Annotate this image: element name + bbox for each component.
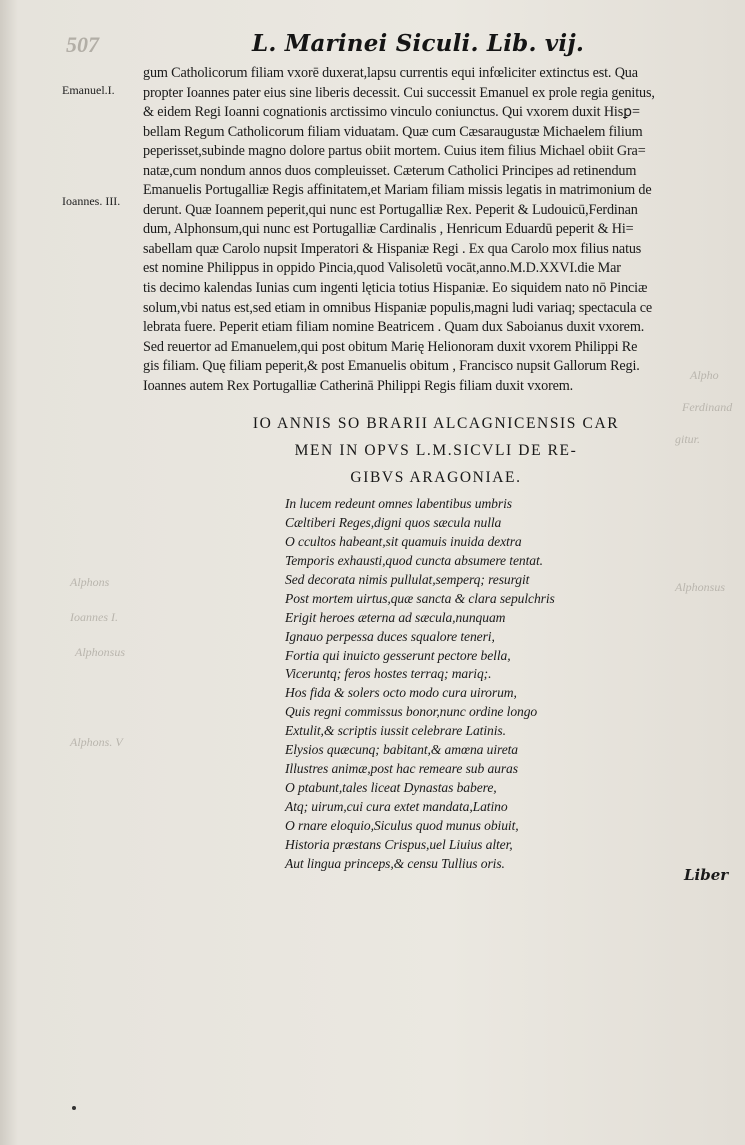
verse-line: Atq; uirum,cui cura extet mandata,Latino xyxy=(285,799,508,814)
show-through-mark: Ioannes I. xyxy=(70,610,118,624)
page-number-ghost: 507 xyxy=(66,32,99,57)
text-line: gum Catholicorum filiam vxorē duxerat,lapsu currentis equi infœliciter extinctus est. Qua xyxy=(143,65,638,81)
text-line: Ioannes autem Rex Portugalliæ Catherinā Philippi Regis filiam duxit vxorem. xyxy=(143,377,574,394)
show-through-mark: Alphonsus xyxy=(75,645,126,659)
text-line: & eidem Regi Ioanni cognationis arctissimo vinculo coniunctus. Qui vxorem duxit Hisꝑ= xyxy=(143,104,640,121)
text-line: gis filiam. Quę filiam peperit,& post Emanuelis obitum , Francisco nupsit Gallorum Regi. xyxy=(143,358,640,375)
text-line: sabellam quæ Carolo nupsit Imperatori & Hispaniæ Regi . Ex qua Carolo mox filius natus xyxy=(143,240,642,257)
prose-text-block xyxy=(143,64,703,396)
show-through-mark: Alphons xyxy=(70,575,110,589)
show-through-mark: Alphons. V xyxy=(70,735,123,749)
text-line: lebrata fuere. Peperit etiam filiam nomine Beatricem . Quam dux Saboianus duxit vxorem. xyxy=(143,319,645,336)
verse-line: Cæltiberi Reges,digni quos sæcula nulla xyxy=(285,514,502,530)
catchword: Liber xyxy=(684,866,729,884)
margin-note-ioannes: Ioannes. III. xyxy=(62,194,121,208)
text-line: est nomine Philippus in oppido Pincia,quod Valisoletū vocāt,anno.M.D.XXVI.die Mar xyxy=(143,260,621,277)
verse-line: O ptabunt,tales liceat Dynastas babere, xyxy=(285,780,497,796)
verse-line: O rnare eloquio,Siculus quod munus obiuit, xyxy=(285,817,519,833)
text-line: peperisset,subinde magno dolore partus obiit mortem. Cuius item filius Michael obiit Gra= xyxy=(143,143,646,160)
show-through-mark: Ferdinand xyxy=(682,400,733,414)
verse-line: Erigit heroes æterna ad sæcula,nunquam xyxy=(285,609,506,625)
text-line: tis decimo kalendas Iunias cum ingenti lęticia totius Hispaniæ. Eo siquidem nato nō Pinciæ xyxy=(143,280,648,297)
ink-speck xyxy=(72,1106,76,1110)
poem-heading-line: MEN IN OPVS L.M.SICVLI DE RE- xyxy=(294,442,578,459)
show-through-mark: gitur. xyxy=(675,432,701,446)
text-line: Emanuelis Portugalliæ Regis affinitatem,et Mariam filiam missis legatis in matrimonium de xyxy=(143,182,652,199)
verse-line: Temporis exhausti,quod cuncta absumere tentat. xyxy=(285,552,543,568)
show-through-mark: Alpho xyxy=(690,368,719,382)
text-line: dum, Alphonsum,qui nunc est Portugalliæ Cardinalis , Henricum Eduardū peperit & Hi= xyxy=(143,221,634,238)
verse-line: Elysios quæcunq; babitant,& amœna uireta xyxy=(285,742,519,758)
text-line: bellam Regum Catholicorum filiam viduatam. Quæ cum Cæsaraugustæ Michaelem filium xyxy=(143,123,643,140)
verse-line: Post mortem uirtus,quæ sancta & clara sepulchris xyxy=(285,590,555,606)
verse-line: Historia præstans Crispus,uel Liuius alter, xyxy=(285,836,513,852)
running-head: L. Marinei Siculi. Lib. vij. xyxy=(252,30,585,57)
verse-line: Quis regni commissus bonor,nunc ordine longo xyxy=(285,704,538,720)
verse-line: Sed decorata nimis pullulat,semperq; resurgit xyxy=(285,571,530,587)
verse-line: Hos fida & solers octo modo cura uirorum, xyxy=(285,685,517,701)
poem-verses xyxy=(285,495,555,874)
poem-heading xyxy=(142,410,730,491)
margin-note-emanuel: Emanuel.I. xyxy=(62,83,115,97)
verse-line: O ccultos habeant,sit quamuis inuida dextra xyxy=(285,533,522,549)
text-line: natæ,cum nondum annos duos compleuisset. Cæterum Catholici Principes ad retinendum xyxy=(143,162,637,179)
text-line: propter Ioannes pater eius sine liberis decessit. Cui successit Emanuel ex prole regia genitus, xyxy=(143,84,655,101)
verse-line: In lucem redeunt omnes labentibus umbris xyxy=(285,496,512,511)
show-through-mark: Alphonsus xyxy=(675,580,726,594)
text-line: Sed reuertor ad Emanuelem,qui post obitum Marię Helionoram duxit vxorem Philippi Re xyxy=(143,338,638,355)
verse-line: Fortia qui inuicto gesserunt pectore bella, xyxy=(285,647,511,663)
poem-heading-line: GIBVS ARAGONIAE. xyxy=(350,469,522,486)
poem-heading-line: IO ANNIS SO BRARII ALCAGNICENSIS CAR xyxy=(252,415,620,432)
verse-line: Illustres animæ,post hac remeare sub auras xyxy=(285,761,518,777)
verse-line: Aut lingua princeps,& censu Tullius oris. xyxy=(285,855,505,871)
verse-line: Ignauo perpessa duces squalore teneri, xyxy=(285,628,495,644)
text-line: derunt. Quæ Ioannem peperit,qui nunc est Portugalliæ Rex. Peperit & Ludouicū,Ferdinan xyxy=(143,201,638,218)
verse-line: Extulit,& scriptis iussit celebrare Latinis. xyxy=(285,723,506,739)
verse-line: Viceruntq; feros hostes terraq; mariq;. xyxy=(285,666,492,682)
text-line: solum,vbi natus est,sed etiam in omnibus Hispaniæ populis,magni ludi variaq; spectacula ce xyxy=(143,299,652,316)
